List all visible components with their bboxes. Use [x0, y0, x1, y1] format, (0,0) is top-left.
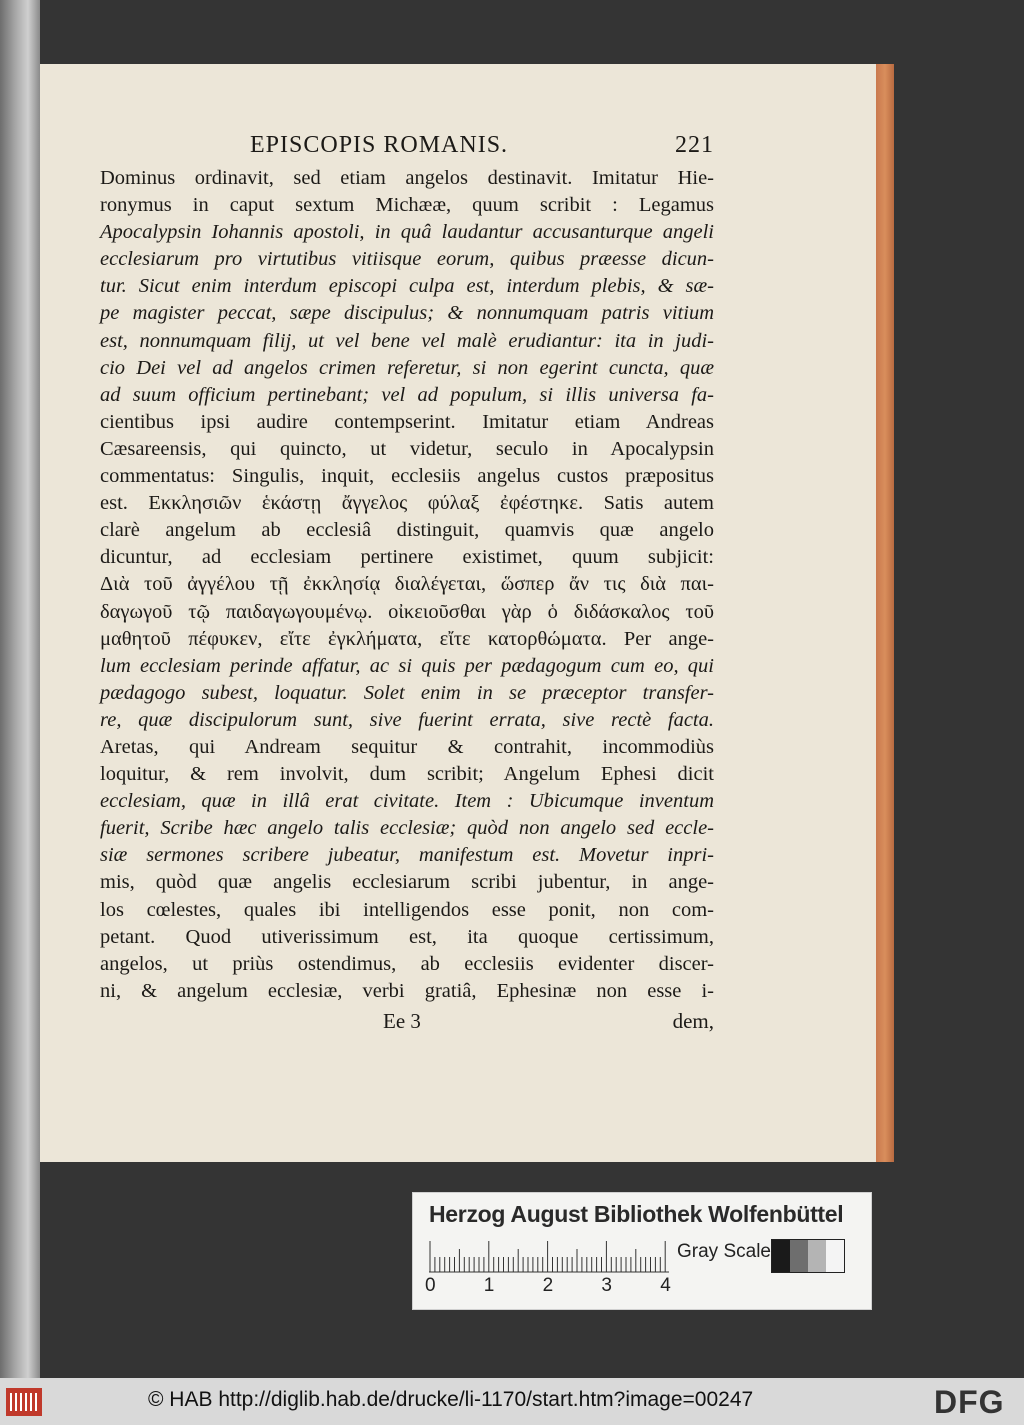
folio-number: 221	[675, 132, 714, 158]
text-line: dicuntur, ad ecclesiam pertinere existimet, quum subjicit:	[100, 546, 714, 569]
text-lines	[100, 165, 714, 1005]
ruler-number: 1	[483, 1275, 495, 1296]
text-line: commentatus: Singulis, inquit, ecclesiis angelus custos præpositus	[100, 465, 714, 488]
text-line: clarè angelum ab ecclesiâ distinguit, quamvis quæ angelo	[100, 519, 714, 542]
gray-swatch	[790, 1240, 808, 1272]
text-line: ecclesiam, quæ in illâ erat civitate. Item : Ubicumque inventum	[100, 790, 714, 813]
hab-barcode-icon[interactable]	[6, 1388, 42, 1416]
text-line: Cæsareensis, qui quincto, ut videtur, seculo in Apocalypsin	[100, 437, 714, 460]
text-line: ad suum officium pertinebant; vel ad populum, si illis universa fa-	[100, 383, 714, 406]
library-name: Herzog August Bibliothek Wolfenbüttel	[429, 1201, 844, 1227]
page-header	[250, 132, 714, 159]
text-line: Dominus ordinavit, sed etiam angelos destinavit. Imitatur Hie-	[100, 167, 714, 189]
text-line: angelos, ut priùs ostendimus, ab ecclesiis evidenter discer-	[100, 952, 714, 975]
measurement-ruler	[429, 1239, 669, 1273]
copyright-link[interactable]: © HAB http://diglib.hab.de/drucke/li-1170/start.htm?image=00247	[148, 1388, 754, 1411]
ruler-number: 4	[660, 1275, 671, 1296]
gray-scale-label: Gray Scale	[677, 1241, 771, 1262]
library-label	[412, 1192, 872, 1310]
gray-swatch	[826, 1240, 844, 1272]
text-line: mis, quòd quæ angelis ecclesiarum scribi jubentur, in ange-	[100, 871, 714, 894]
running-head: EPISCOPIS ROMANIS.	[250, 132, 509, 158]
gray-swatch	[772, 1240, 790, 1272]
text-line: petant. Quod utiverissimum est, ita quoque certissimum,	[100, 925, 714, 948]
text-line: fuerit, Scribe hæc angelo talis ecclesiæ; quòd non angelo sed eccle-	[100, 817, 714, 840]
text-line: ronymus in caput sextum Michææ, quum scribit : Legamus	[100, 194, 714, 217]
ruler-number: 2	[542, 1275, 554, 1296]
book-spine-edge	[0, 0, 40, 1378]
text-line: δαγωγοῦ τῷ παιδαγωγουμένῳ. οἰκειοῦσθαι γὰρ ὁ διδάσκαλος τοῦ	[100, 600, 714, 623]
page-footer	[100, 1009, 714, 1034]
text-line: los cœlestes, quales ibi intelligendos esse ponit, non com-	[100, 898, 714, 921]
text-line: μαθητοῦ πέφυκεν, εἴτε ἐγκλήματα, εἴτε κατορθώματα. Per ange-	[100, 627, 714, 650]
text-line: tur. Sicut enim interdum episcopi culpa est, interdum plebis, & sæ-	[100, 275, 714, 298]
page-text-block	[100, 132, 714, 1034]
gray-scale-swatches	[771, 1239, 845, 1273]
ruler-number: 3	[601, 1275, 612, 1296]
ruler-numbers	[425, 1275, 689, 1299]
text-line: Διὰ τοῦ ἀγγέλου τῇ ἐκκλησίᾳ διαλέγεται, ὥσπερ ἄν τις διὰ παι-	[100, 573, 714, 596]
text-line: cientibus ipsi audire contempserint. Imitatur etiam Andreas	[100, 410, 714, 433]
dfg-logo[interactable]: DFG	[934, 1384, 1005, 1420]
ruler-number: 0	[425, 1275, 436, 1296]
text-line: pe magister peccat, sæpe discipulus; & nonnumquam patris vitium	[100, 302, 714, 325]
gray-swatch	[808, 1240, 826, 1272]
page-fore-edge	[876, 64, 894, 1162]
text-line: Apocalypsin Iohannis apostoli, in quâ laudantur accusanturque angeli	[100, 221, 714, 244]
text-line: loquitur, & rem involvit, dum scribit; Angelum Ephesi dicit	[100, 763, 714, 786]
text-line: cio Dei vel ad angelos crimen referetur, si non egerint cuncta, quæ	[100, 356, 714, 379]
text-line: re, quæ discipulorum sunt, sive fuerint errata, sive rectè facta.	[100, 708, 714, 731]
text-line: Aretas, qui Andream sequitur & contrahit, incommodiùs	[100, 735, 714, 758]
signature-mark: Ee 3	[383, 1008, 421, 1033]
viewer-footer-bar	[0, 1378, 1024, 1425]
text-line: lum ecclesiam perinde affatur, ac si quis per pædagogum cum eo, qui	[100, 654, 714, 677]
text-line: pædagogo subest, loquatur. Solet enim in se præceptor transfer-	[100, 681, 714, 704]
text-line: ecclesiarum pro virtutibus vitiisque eorum, quibus præesse dicun-	[100, 248, 714, 271]
catchword: dem,	[672, 1008, 714, 1033]
text-line: ni, & angelum ecclesiæ, verbi gratiâ, Ephesinæ non esse i-	[100, 979, 714, 1002]
text-line: est, nonnumquam filij, ut vel bene vel malè erudiantur: ita in judi-	[100, 329, 714, 352]
text-line: siæ sermones scribere jubeatur, manifestum est. Movetur inpri-	[100, 844, 714, 867]
text-line: est. Εκκλησιῶν ἑκάστῃ ἄγγελος φύλαξ ἐφέστηκε. Satis autem	[100, 492, 714, 515]
